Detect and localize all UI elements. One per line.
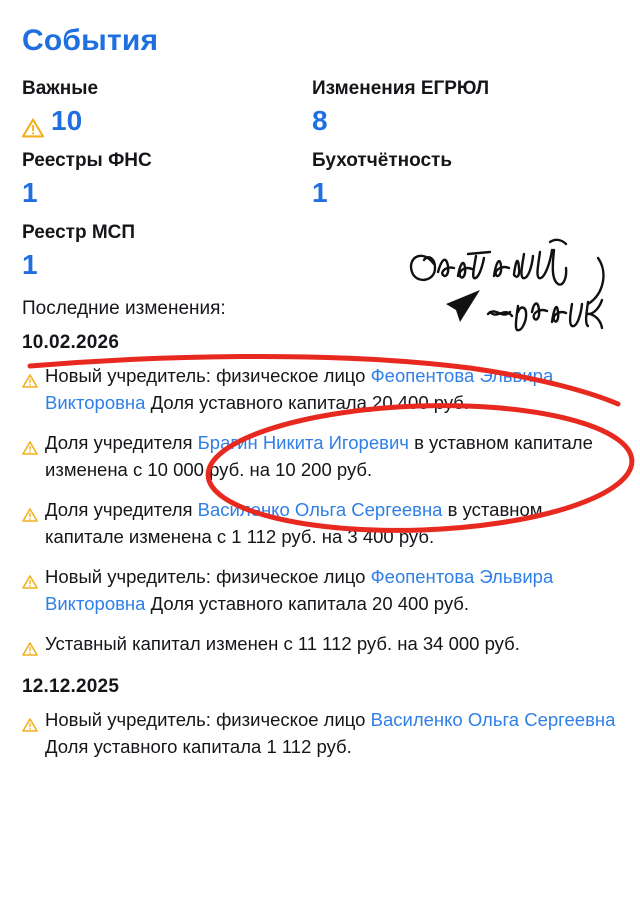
stat-fns-registries[interactable] xyxy=(22,148,312,210)
list-item[interactable] xyxy=(22,706,618,760)
changes-date-2: 12.12.2025 xyxy=(22,676,120,697)
stat-accounting[interactable] xyxy=(312,148,618,210)
list-item[interactable] xyxy=(22,496,618,550)
warning-triangle-icon xyxy=(22,636,38,663)
list-item[interactable] xyxy=(22,362,618,416)
stat-accounting-value: 1 xyxy=(312,177,328,208)
stat-important-value-row xyxy=(22,104,312,138)
list-item[interactable] xyxy=(22,429,618,483)
person-link[interactable]: Феопентова Эльвира Викторовна xyxy=(45,566,554,614)
stat-accounting-label: Бухотчётность xyxy=(312,150,453,171)
page-title: События xyxy=(22,24,159,57)
stats-grid xyxy=(22,76,618,282)
stat-egrul-changes[interactable] xyxy=(312,76,618,138)
stat-msp-registry-value: 1 xyxy=(22,249,38,280)
list-item-text: Доля учредителя Василенко Ольга Сергеевна в уставном капитале изменена с 1 112 руб. на 3 400 руб. xyxy=(45,499,543,547)
list-item-text: Уставный капитал изменен с 11 112 руб. на 34 000 руб. xyxy=(45,633,520,654)
stat-egrul-changes-label: Изменения ЕГРЮЛ xyxy=(312,78,490,99)
list-item-text: Новый учредитель: физическое лицо Василенко Ольга Сергеевна Доля уставного капитала 1 112 руб. xyxy=(45,709,616,757)
list-item-text: Новый учредитель: физическое лицо Феопентова Эльвира Викторовна Доля уставного капитала 20 400 руб. xyxy=(45,365,554,413)
list-item-text: Новый учредитель: физическое лицо Феопентова Эльвира Викторовна Доля уставного капитала 20 400 руб. xyxy=(45,566,554,614)
changes-date-1: 10.02.2026 xyxy=(22,332,120,353)
warning-triangle-icon xyxy=(22,712,38,739)
stat-fns-registries-value: 1 xyxy=(22,177,38,208)
recent-changes-heading: Последние изменения: xyxy=(22,298,226,319)
warning-triangle-icon xyxy=(22,368,38,395)
person-link[interactable]: Брагин Никита Игоревич xyxy=(197,432,409,453)
stat-msp-registry-label: Реестр МСП xyxy=(22,222,136,243)
warning-triangle-icon xyxy=(22,112,44,132)
person-link[interactable]: Феопентова Эльвира Викторовна xyxy=(45,365,554,413)
list-item[interactable] xyxy=(22,563,618,617)
stats-grid-spacer xyxy=(312,220,618,282)
stat-msp-registry[interactable] xyxy=(22,220,312,282)
list-item-text: Доля учредителя Брагин Никита Игоревич в уставном капитале изменена с 10 000 руб. на 10 200 руб. xyxy=(45,432,593,480)
stat-important-label: Важные xyxy=(22,78,99,99)
warning-triangle-icon xyxy=(22,569,38,596)
warning-triangle-icon xyxy=(22,435,38,462)
person-link[interactable]: Василенко Ольга Сергеевна xyxy=(370,709,616,730)
stat-important-value: 10 xyxy=(51,105,83,136)
warning-triangle-icon xyxy=(22,502,38,529)
stat-fns-registries-label: Реестры ФНС xyxy=(22,150,152,171)
stat-important[interactable] xyxy=(22,76,312,138)
stat-egrul-changes-value: 8 xyxy=(312,105,328,136)
list-item[interactable] xyxy=(22,630,618,663)
person-link[interactable]: Василенко Ольга Сергеевна xyxy=(197,499,443,520)
